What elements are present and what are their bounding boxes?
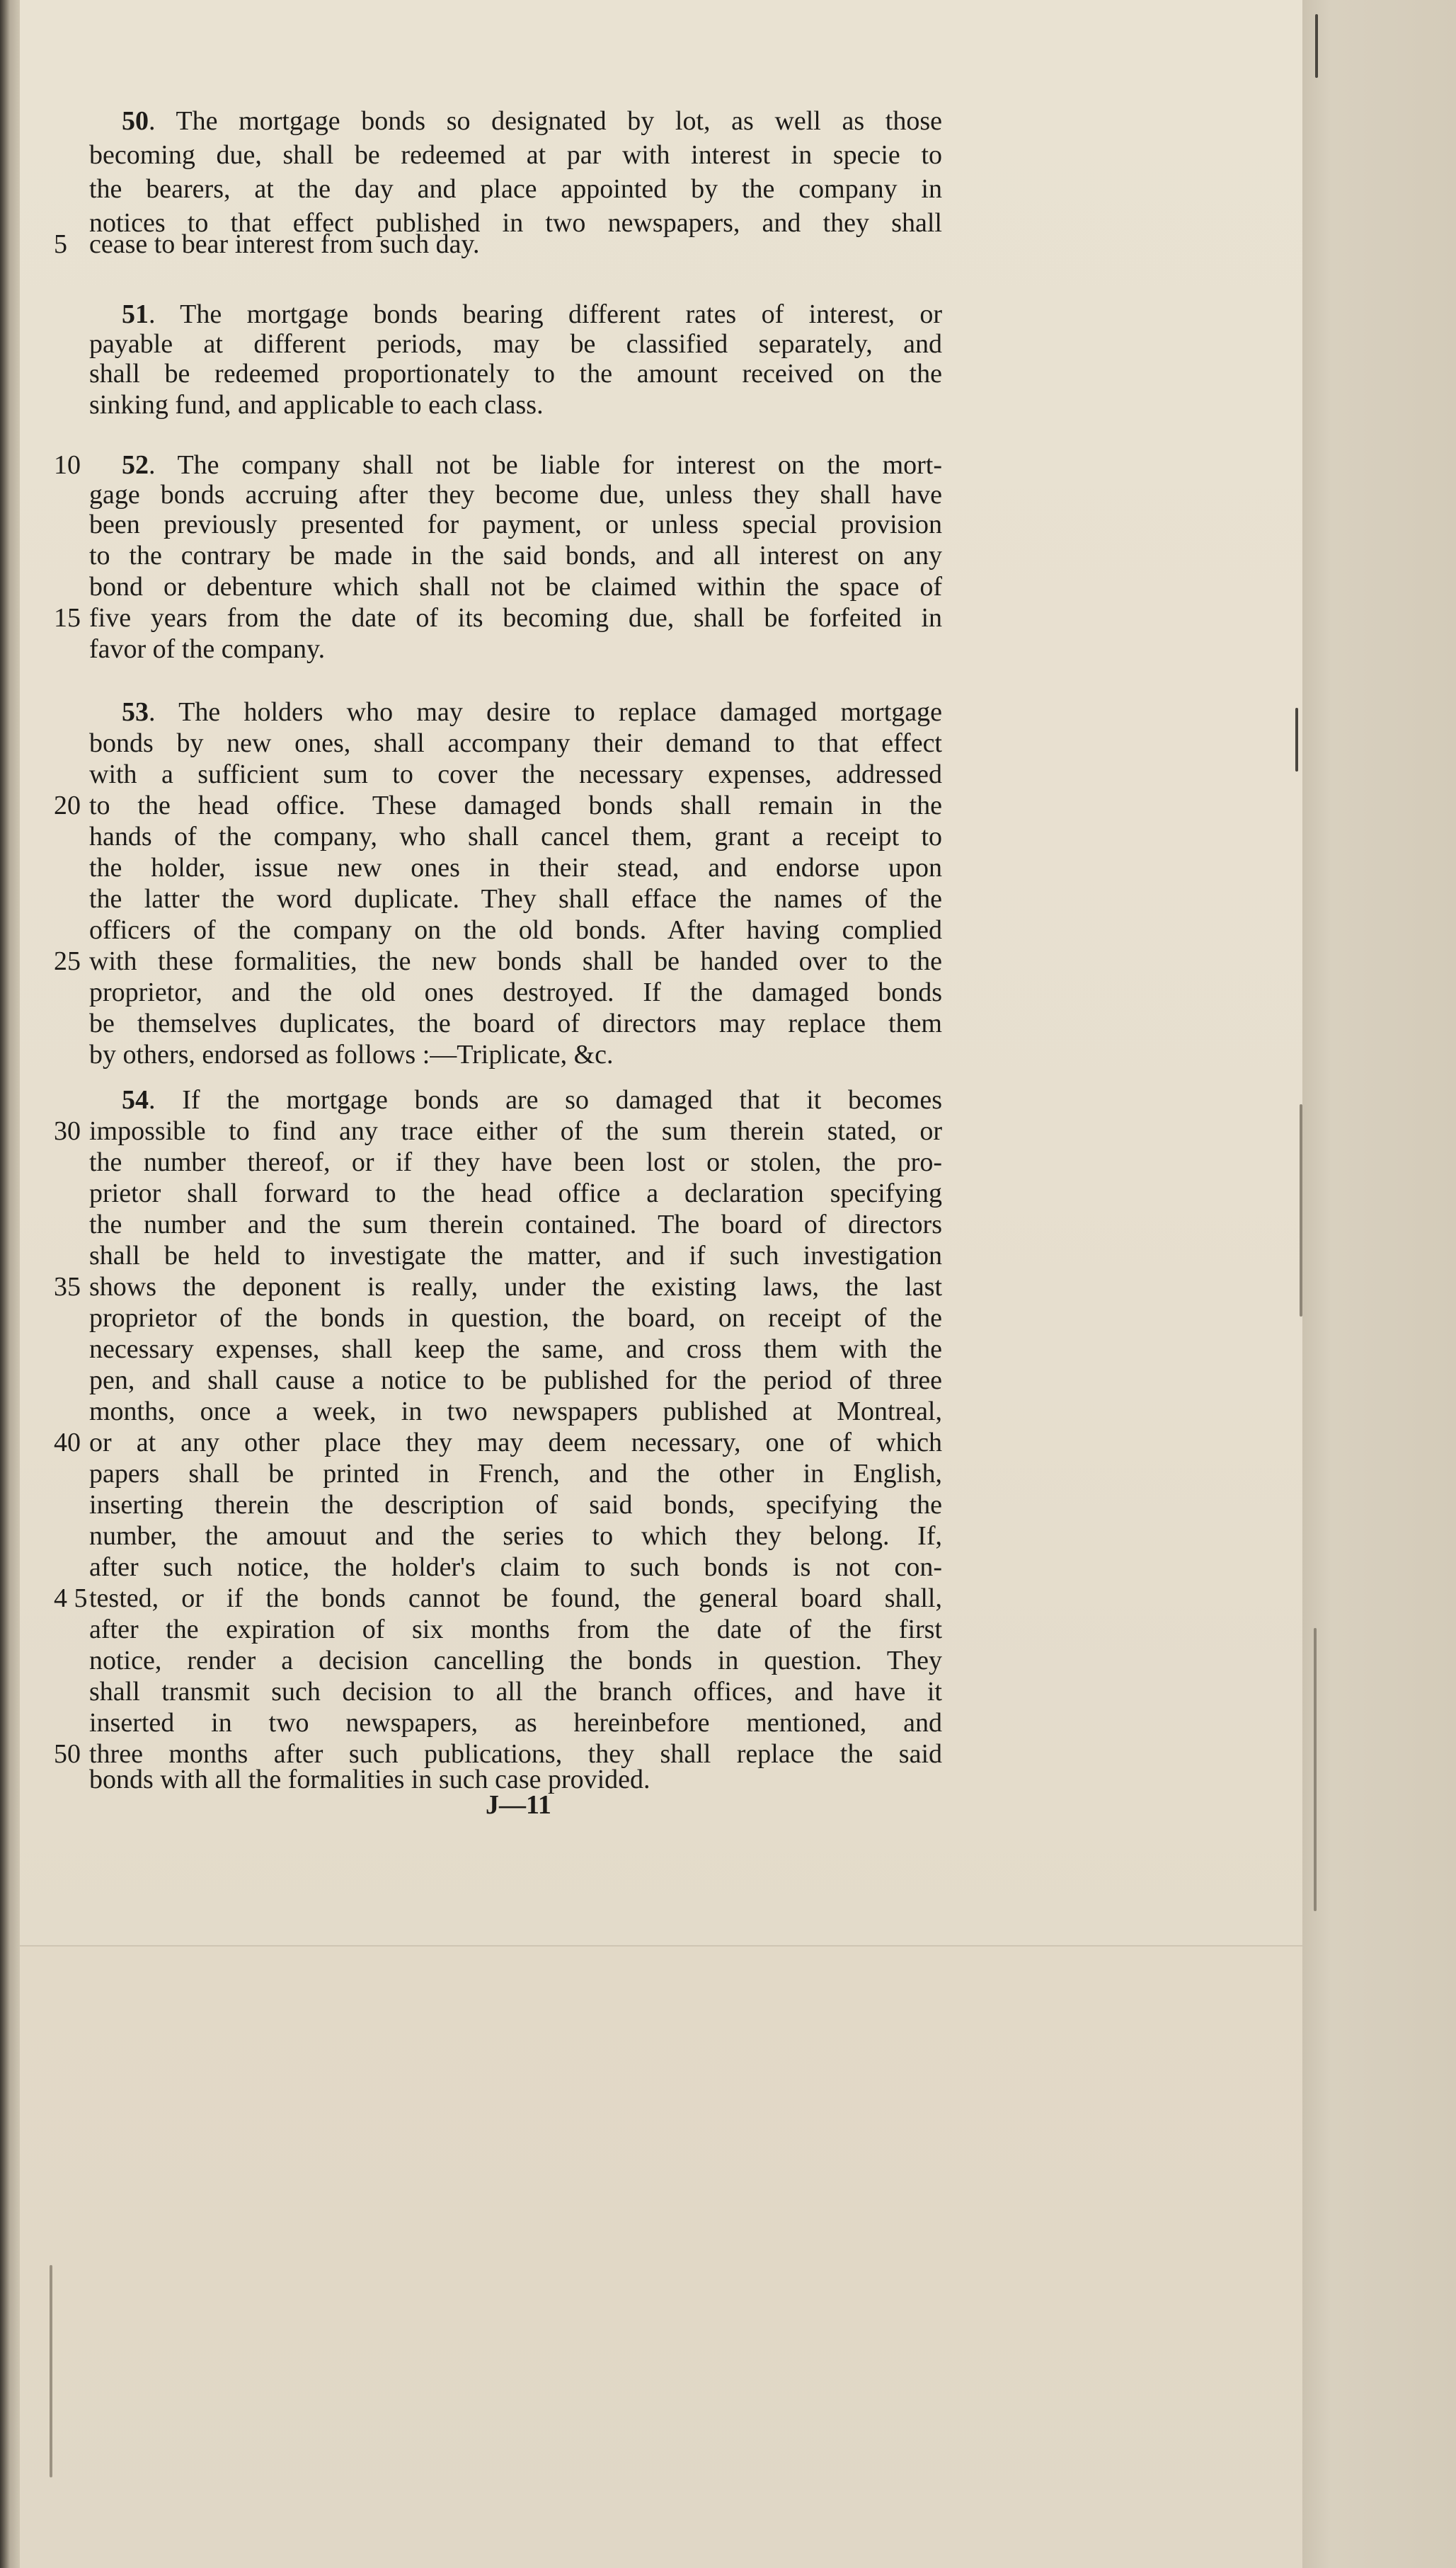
text-line: necessary expenses, shall keep the same, and cross them with the	[89, 1334, 942, 1364]
text-line: 51. The mortgage bonds bearing different rates of interest, or	[122, 299, 942, 329]
text-line: to the contrary be made in the said bonds, and all interest on any	[89, 541, 942, 571]
text-line: be themselves duplicates, the board of directors may replace them	[89, 1009, 942, 1038]
text-line: notices to that effect published in two newspapers, and they shall	[89, 208, 942, 238]
section-number: 54	[122, 1085, 149, 1115]
line-number: 30	[54, 1116, 81, 1146]
text-line: the bearers, at the day and place appointed by the company in	[89, 174, 942, 204]
text-line: impossible to find any trace either of the sum therein stated, or	[89, 1116, 942, 1146]
text-line: the holder, issue new ones in their stead, and endorse upon	[89, 853, 942, 883]
section-number: 53	[122, 697, 149, 727]
section-number: 52	[122, 450, 149, 480]
text-line: inserted in two newspapers, as hereinbefore mentioned, and	[89, 1708, 942, 1738]
text-line: proprietor, and the old ones destroyed. If the damaged bonds	[89, 978, 942, 1007]
line-number: 35	[54, 1272, 81, 1302]
text-line: bonds by new ones, shall accompany their demand to that effect	[89, 728, 942, 758]
section-number: 50	[122, 106, 149, 136]
text-line: number, the amouut and the series to which they belong. If,	[89, 1521, 942, 1551]
text-line: inserting therein the description of said bonds, specifying the	[89, 1490, 942, 1520]
line-number: 25	[54, 946, 81, 976]
text-line: prietor shall forward to the head office a declaration specifying	[89, 1179, 942, 1208]
text-line: 52. The company shall not be liable for interest on the mort-	[122, 450, 942, 480]
text-line: with a sufficient sum to cover the necessary expenses, addressed	[89, 759, 942, 789]
text-line: five years from the date of its becoming due, shall be forfeited in	[89, 603, 942, 633]
text-line: the latter the word duplicate. They shall efface the names of the	[89, 884, 942, 914]
text-line: shall be redeemed proportionately to the amount received on the	[89, 359, 942, 389]
text-line: pen, and shall cause a notice to be published for the period of three	[89, 1365, 942, 1395]
text-line: been previously presented for payment, or unless special provision	[89, 510, 942, 539]
text-line: 50. The mortgage bonds so designated by lot, as well as those	[122, 106, 942, 136]
text-line: becoming due, shall be redeemed at par with interest in specie to	[89, 140, 942, 170]
text-line: favor of the company.	[89, 634, 326, 664]
text-line: proprietor of the bonds in question, the board, on receipt of the	[89, 1303, 942, 1333]
text-line: tested, or if the bonds cannot be found, the general board shall,	[89, 1583, 942, 1613]
text-line: after the expiration of six months from the date of the first	[89, 1615, 942, 1644]
text-line: bond or debenture which shall not be claimed within the space of	[89, 572, 942, 602]
text-line: three months after such publications, they shall replace the said	[89, 1739, 942, 1769]
line-number: 40	[54, 1428, 81, 1457]
text-line: the number thereof, or if they have been lost or stolen, the pro-	[89, 1147, 942, 1177]
text-line: shall be held to investigate the matter, and if such investigation	[89, 1241, 942, 1271]
text-line: sinking fund, and applicable to each class.	[89, 390, 544, 420]
text-line: hands of the company, who shall cancel them, grant a receipt to	[89, 822, 942, 852]
line-number: 10	[54, 450, 81, 480]
text-line: gage bonds accruing after they become due, unless they shall have	[89, 480, 942, 510]
text-line: months, once a week, in two newspapers published at Montreal,	[89, 1397, 942, 1426]
text-line: papers shall be printed in French, and the other in English,	[89, 1459, 942, 1489]
text-line: 54. If the mortgage bonds are so damaged that it becomes	[122, 1085, 942, 1115]
text-line: officers of the company on the old bonds. After having complied	[89, 915, 942, 945]
line-number: 4 5	[54, 1583, 88, 1613]
line-number: 50	[54, 1739, 81, 1769]
text-line: 53. The holders who may desire to replace damaged mortgage	[122, 697, 942, 727]
line-number: 15	[54, 603, 81, 633]
text-line: with these formalities, the new bonds shall be handed over to the	[89, 946, 942, 976]
section-number: 51	[122, 299, 149, 329]
text-line: notice, render a decision cancelling the bonds in question. They	[89, 1646, 942, 1675]
signature-mark: J—11	[486, 1790, 551, 1820]
line-number: 20	[54, 791, 81, 820]
text-line: to the head office. These damaged bonds shall remain in the	[89, 791, 942, 820]
text-line: shows the deponent is really, under the existing laws, the last	[89, 1272, 942, 1302]
text-line: payable at different periods, may be classified separately, and	[89, 329, 942, 359]
text-line: cease to bear interest from such day.	[89, 229, 480, 259]
text-line: by others, endorsed as follows :—Triplicate, &c.	[89, 1040, 614, 1070]
line-number: 5	[54, 229, 67, 259]
text-line: or at any other place they may deem necessary, one of which	[89, 1428, 942, 1457]
text-line: bonds with all the formalities in such case provided.	[89, 1765, 650, 1794]
text-line: after such notice, the holder's claim to such bonds is not con-	[89, 1552, 942, 1582]
text-line: the number and the sum therein contained. The board of directors	[89, 1210, 942, 1239]
text-line: shall transmit such decision to all the branch offices, and have it	[89, 1677, 942, 1707]
